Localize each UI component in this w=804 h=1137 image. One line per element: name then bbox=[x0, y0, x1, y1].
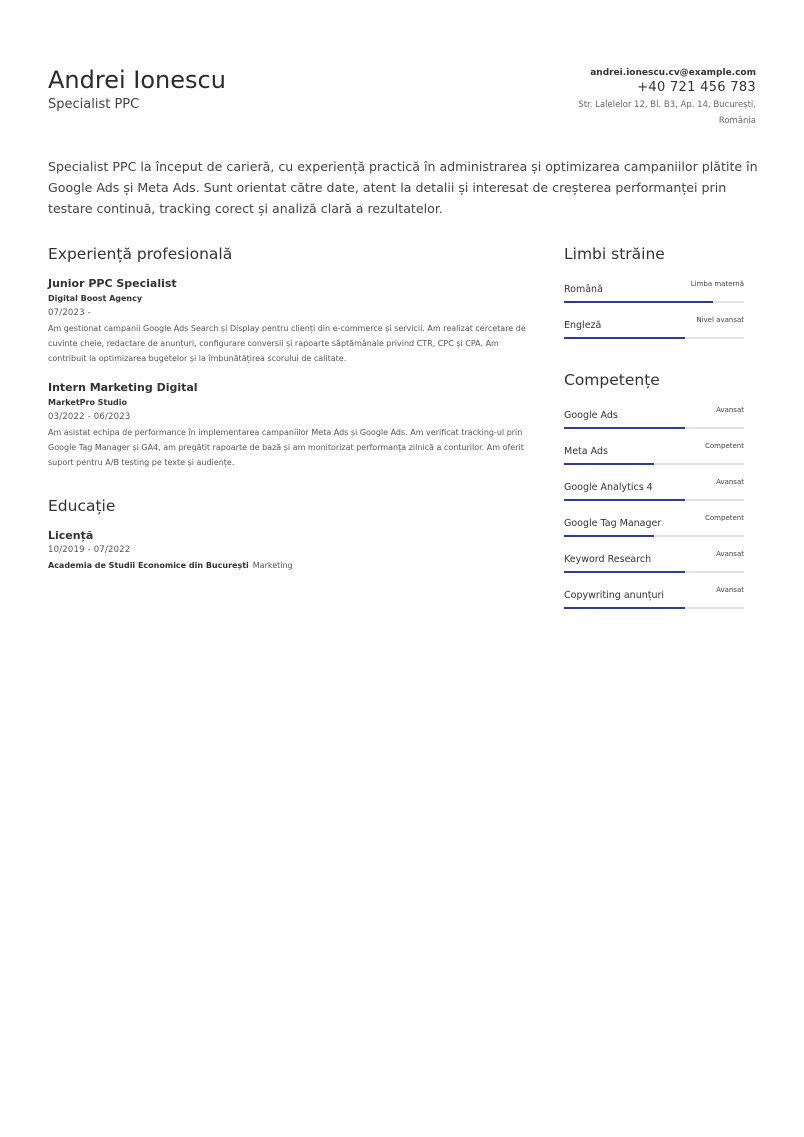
languages-list bbox=[564, 276, 744, 348]
job-title: Intern Marketing Digital bbox=[48, 381, 198, 394]
language-name: Engleză bbox=[564, 320, 602, 331]
skill-name: Google Ads bbox=[564, 410, 618, 421]
languages-heading: Limbi străine bbox=[564, 245, 665, 263]
language-item bbox=[564, 312, 744, 348]
skills-list bbox=[564, 402, 744, 618]
job-description: Am asistat echipa de performance în implementarea campaniilor Meta Ads și Google Ads. Am verificat tracking-ul prin Google Tag Manager și GA4, am pregătit rapoarte de bază și am monitorizat performanța zilnică a conturilor. Am oferit suport pentru A/B testing pe texte și audiențe. bbox=[48, 428, 524, 467]
job-entry bbox=[48, 276, 533, 366]
language-level-track bbox=[564, 301, 744, 303]
skill-item bbox=[564, 438, 744, 474]
skill-item bbox=[564, 546, 744, 582]
skill-item bbox=[564, 402, 744, 438]
language-item bbox=[564, 276, 744, 312]
contact-block bbox=[516, 67, 756, 129]
skills-heading: Competențe bbox=[564, 371, 660, 389]
job-entry bbox=[48, 380, 533, 470]
job-dates: 03/2022 - 06/2023 bbox=[48, 412, 131, 422]
skill-level-track bbox=[564, 499, 744, 501]
skill-level-track bbox=[564, 535, 744, 537]
skill-level: Avansat bbox=[716, 406, 744, 414]
job-company: Digital Boost Agency bbox=[48, 294, 143, 303]
email-address[interactable]: andrei.ionescu.cv@example.com bbox=[590, 68, 756, 78]
skill-level-bar bbox=[564, 607, 685, 609]
language-level: Limba maternă bbox=[690, 280, 744, 288]
skill-name: Copywriting anunțuri bbox=[564, 590, 665, 601]
skill-name: Meta Ads bbox=[564, 446, 608, 457]
skill-level-track bbox=[564, 607, 744, 609]
skill-level: Avansat bbox=[716, 550, 744, 558]
skill-level-bar bbox=[564, 571, 685, 573]
skill-level-track bbox=[564, 571, 744, 573]
skill-name: Keyword Research bbox=[564, 554, 652, 565]
language-level-track bbox=[564, 337, 744, 339]
language-level-bar bbox=[564, 337, 685, 339]
address-line-2: România bbox=[718, 116, 756, 126]
skill-name: Google Analytics 4 bbox=[564, 482, 653, 493]
main-column bbox=[48, 244, 533, 573]
education-section bbox=[48, 496, 533, 573]
language-level-bar bbox=[564, 301, 713, 303]
skill-level-bar bbox=[564, 535, 654, 537]
skill-level-bar bbox=[564, 463, 654, 465]
skill-item bbox=[564, 474, 744, 510]
skill-level: Avansat bbox=[716, 586, 744, 594]
skill-level-track bbox=[564, 427, 744, 429]
profile-summary: Specialist PPC la început de carieră, cu experiență practică în administrarea și optimizarea campaniilor plătite în Google Ads și Meta Ads. Sunt orientat către date, atent la detalii și interesat de creșterea performanței prin testare continuă, tracking corect și analiză clară a rezultatelor. bbox=[48, 159, 758, 216]
experience-heading: Experiență profesională bbox=[48, 245, 233, 263]
education-field: Marketing bbox=[252, 561, 293, 570]
skill-level-bar bbox=[564, 427, 685, 429]
candidate-role: Specialist PPC bbox=[48, 97, 140, 112]
education-dates: 10/2019 - 07/2022 bbox=[48, 545, 131, 555]
side-column bbox=[564, 244, 744, 618]
education-institution-line bbox=[48, 558, 533, 573]
job-company: MarketPro Studio bbox=[48, 398, 127, 407]
education-school: Academia de Studii Economice din București bbox=[48, 561, 249, 570]
resume-header bbox=[48, 64, 756, 144]
skill-name: Google Tag Manager bbox=[564, 518, 662, 529]
skill-item bbox=[564, 582, 744, 618]
language-name: Română bbox=[564, 284, 603, 295]
address-line-1: Str. Lalelelor 12, Bl. B3, Ap. 14, București, bbox=[578, 100, 756, 110]
candidate-name: Andrei Ionescu bbox=[48, 66, 226, 94]
job-description: Am gestionat campanii Google Ads Search și Display pentru clienți din e-commerce și servicii. Am realizat cercetare de cuvinte cheie, redactare de anunțuri, configurare conversii și rapoarte săptămânale privind CTR, CPC și CPA. Am contribuit la optimizarea bugetelor și la îmbunătățirea scorului de calitate. bbox=[48, 324, 526, 363]
skill-item bbox=[564, 510, 744, 546]
skill-level: Competent bbox=[705, 514, 744, 522]
job-title: Junior PPC Specialist bbox=[48, 277, 177, 290]
language-level: Nivel avansat bbox=[696, 316, 744, 324]
phone-number[interactable]: +40 721 456 783 bbox=[637, 80, 756, 95]
skill-level-track bbox=[564, 463, 744, 465]
skill-level-bar bbox=[564, 499, 685, 501]
skill-level: Competent bbox=[705, 442, 744, 450]
education-heading: Educație bbox=[48, 497, 116, 515]
education-degree: Licență bbox=[48, 529, 94, 542]
skill-level: Avansat bbox=[716, 478, 744, 486]
job-dates: 07/2023 - bbox=[48, 308, 91, 318]
